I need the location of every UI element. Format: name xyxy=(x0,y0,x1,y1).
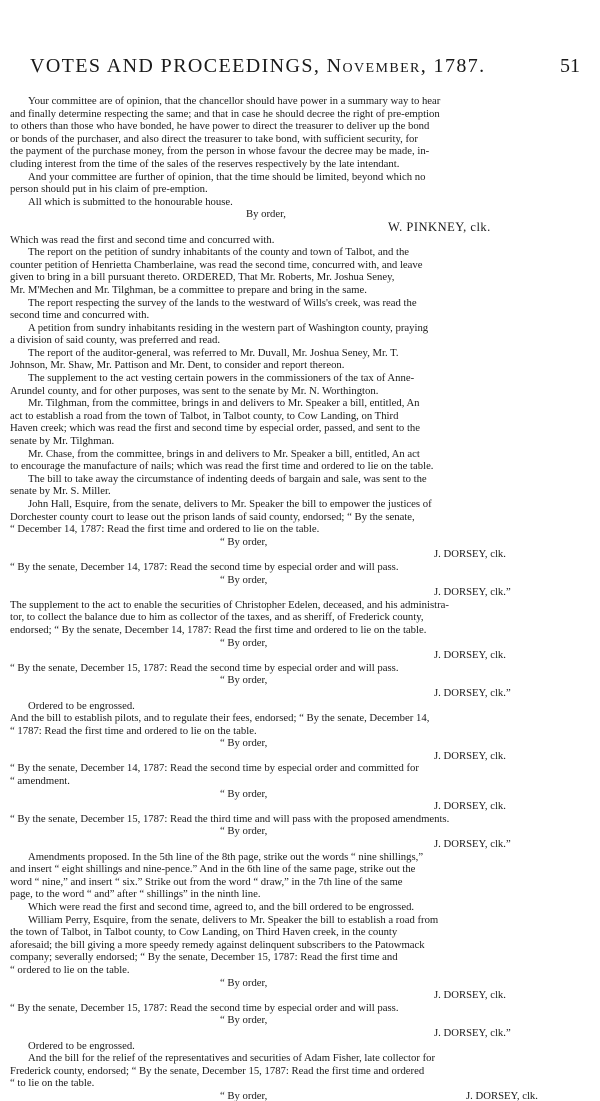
text-line: word “ nine,” and insert “ six.” Strike out from the word “ draw,” in the 7th line of the same xyxy=(10,875,403,888)
text-line: Arundel county, and for other purposes, was sent to the senate by Mr. N. Worthington. xyxy=(10,384,379,397)
text-line: Ordered to be engrossed. xyxy=(28,1039,135,1052)
text-line: the payment of the purchase money, from the person in whose favour the decree may be made, in- xyxy=(10,145,430,158)
text-line: counter petition of Henrietta Chamberlaine, was read the second time, concurred with, and leave xyxy=(10,258,423,271)
text-line: endorsed; “ By the senate, December 14, 1787: Read the first time and ordered to lie on the table. xyxy=(10,623,427,636)
text-line: Johnson, Mr. Shaw, Mr. Pattison and Mr. Dent, to consider and report thereon. xyxy=(10,359,345,372)
text-line: A petition from sundry inhabitants residing in the western part of Washington county, praying xyxy=(28,321,429,334)
text-line: J. DORSEY, clk. xyxy=(434,989,506,1002)
text-line: Mr. Tilghman, from the committee, brings in and delivers to Mr. Speaker a bill, entitled, An xyxy=(28,397,420,410)
text-line: senate by Mr. S. Miller. xyxy=(10,485,111,498)
text-line: J. DORSEY, clk.” xyxy=(434,586,511,599)
text-line: “ 1787: Read the first time and ordered to lie on the table. xyxy=(10,724,257,737)
text-line: tor, to collect the balance due to him as collector of the taxes, and as sheriff, of Frederick county, xyxy=(10,611,424,624)
text-line: Ordered to be engrossed. xyxy=(28,699,135,712)
final-by-order: “ By order, xyxy=(220,1089,268,1101)
text-line: The report respecting the survey of the lands to the westward of Wills's creek, was read the xyxy=(28,296,417,309)
text-line: J. DORSEY, clk.” xyxy=(434,838,511,851)
text-line: act to establish a road from the town of Talbot, in Talbot county, to Cow Landing, on Third xyxy=(10,409,399,422)
text-line: The supplement to the act vesting certain powers in the commissioners of the tax of Anne- xyxy=(28,372,415,385)
text-line: and insert “ eight shillings and nine-pence.” And in the 6th line of the same page, strike out the xyxy=(10,863,416,876)
text-line: “ By order, xyxy=(220,976,268,989)
text-line: The report on the petition of sundry inhabitants of the county and town of Talbot, and the xyxy=(28,246,410,259)
text-line: cluding interest from the time of the sales of the reserves respectively by the late intendant. xyxy=(10,157,400,170)
text-line: a division of said county, was preferred and read. xyxy=(10,334,221,347)
text-line: the town of Talbot, in Talbot county, to Cow Landing, on Third Haven creek, in the county xyxy=(10,926,398,939)
text-line: The report of the auditor-general, was referred to Mr. Duvall, Mr. Joshua Seney, Mr. T. xyxy=(28,346,399,359)
text-line: W. PINKNEY, clk. xyxy=(388,220,491,234)
text-line: J. DORSEY, clk. xyxy=(434,800,506,813)
text-line: “ By order, xyxy=(220,573,268,586)
text-line: “ By the senate, December 15, 1787: Read the third time and will pass with the proposed amendments. xyxy=(10,812,450,825)
text-line: given to bring in a bill pursuant thereto. ORDERED, That Mr. Roberts, Mr. Joshua Seney, xyxy=(10,271,395,284)
text-line: And your committee are further of opinion, that the time should be limited, beyond which no xyxy=(28,170,426,183)
text-line: Mr. Chase, from the committee, brings in and delivers to Mr. Speaker a bill, entitled, An act xyxy=(28,447,420,460)
text-line: “ By order, xyxy=(220,535,268,548)
body-text xyxy=(10,95,588,1101)
text-line: Which was read the first and second time and concurred with. xyxy=(10,233,275,246)
page-number: 51 xyxy=(560,55,580,77)
text-line: “ By the senate, December 14, 1787: Read the second time by especial order and committed for xyxy=(10,762,419,775)
text-line: “ ordered to lie on the table. xyxy=(10,963,130,976)
text-line: J. DORSEY, clk.” xyxy=(434,686,511,699)
text-line: J. DORSEY, clk. xyxy=(434,548,506,561)
text-line: to others than those who have bonded, he have power to direct the treasurer to deliver up the bond xyxy=(10,120,430,133)
text-line: And the bill for the relief of the representatives and securities of Adam Fisher, late collector for xyxy=(28,1052,436,1065)
text-line: page, to the word “ and” after “ shillings” in the ninth line. xyxy=(10,888,261,901)
text-line: person should put in his claim of pre-emption. xyxy=(10,183,208,196)
final-signature-line xyxy=(10,1090,588,1101)
text-lines xyxy=(10,95,588,1090)
text-line: and finally determine respecting the same; and that in case he should decree the right of pre-emption xyxy=(10,107,440,120)
text-line: or bonds of the purchaser, and also direct the treasurer to take bond, with sufficient security, for xyxy=(10,132,418,145)
page-title: VOTES AND PROCEEDINGS, November, 1787. xyxy=(30,55,486,77)
text-line: “ By the senate, December 14, 1787: Read the second time by especial order and will pass. xyxy=(10,560,399,573)
text-line: “ to lie on the table. xyxy=(10,1077,95,1090)
text-line: company; severally endorsed; “ By the senate, December 15, 1787: Read the first time and xyxy=(10,951,398,964)
text-line: senate by Mr. Tilghman. xyxy=(10,435,115,448)
text-line: Haven creek; which was read the first and second time by especial order, passed, and sent to the xyxy=(10,422,421,435)
text-line: to encourage the manufacture of nails; which was read the first time and ordered to lie on the table. xyxy=(10,460,434,473)
text-line: second time and concurred with. xyxy=(10,309,150,322)
text-line: J. DORSEY, clk.” xyxy=(434,1026,511,1039)
text-line: “ December 14, 1787: Read the first time and ordered to lie on the table. xyxy=(10,523,320,536)
text-line: aforesaid; the bill giving a more speedy remedy against delinquent subscribers to the Patowmack xyxy=(10,938,425,951)
text-line: “ By order, xyxy=(220,825,268,838)
text-line: “ By order, xyxy=(220,674,268,687)
text-line: Frederick county, endorsed; “ By the senate, December 15, 1787: Read the first time and ordered xyxy=(10,1064,425,1077)
text-line: “ By order, xyxy=(220,737,268,750)
text-line: Which were read the first and second time, agreed to, and the bill ordered to be engrossed. xyxy=(28,901,415,913)
text-line: John Hall, Esquire, from the senate, delivers to Mr. Speaker the bill to empower the justices of xyxy=(28,498,432,510)
text-line: The bill to take away the circumstance of indenting deeds of bargain and sale, was sent to the xyxy=(28,472,427,485)
text-line: By order, xyxy=(246,208,286,221)
text-line: And the bill to establish pilots, and to regulate their fees, endorsed; “ By the senate, December 14, xyxy=(10,712,430,725)
text-line: Mr. M'Mechen and Mr. Tilghman, be a committee to prepare and bring in the same. xyxy=(10,283,367,296)
final-signature: J. DORSEY, clk. xyxy=(466,1089,538,1101)
text-line: “ By order, xyxy=(220,636,268,649)
text-line: J. DORSEY, clk. xyxy=(434,649,506,662)
text-line: “ By order, xyxy=(220,1014,268,1027)
text-line: “ By the senate, December 15, 1787: Read the second time by especial order and will pass. xyxy=(10,661,399,674)
text-line: Amendments proposed. In the 5th line of the 8th page, strike out the words “ nine shillings,” xyxy=(28,850,424,863)
text-line: “ By the senate, December 15, 1787: Read the second time by especial order and will pass. xyxy=(10,1001,399,1014)
text-line: Dorchester county court to lease out the prison lands of said county, endorsed; “ By the senate, xyxy=(10,510,415,523)
text-line: “ amendment. xyxy=(10,775,70,788)
text-line: Your committee are of opinion, that the chancellor should have power in a summary way to hear xyxy=(28,95,441,107)
text-line: “ By order, xyxy=(220,787,268,800)
text-line: J. DORSEY, clk. xyxy=(434,749,506,762)
running-header xyxy=(30,55,580,83)
text-line: William Perry, Esquire, from the senate, delivers to Mr. Speaker the bill to establish a road from xyxy=(28,913,439,926)
text-line: All which is submitted to the honourable house. xyxy=(28,195,233,208)
text-line: The supplement to the act to enable the securities of Christopher Edelen, deceased, and his administra- xyxy=(10,598,449,611)
